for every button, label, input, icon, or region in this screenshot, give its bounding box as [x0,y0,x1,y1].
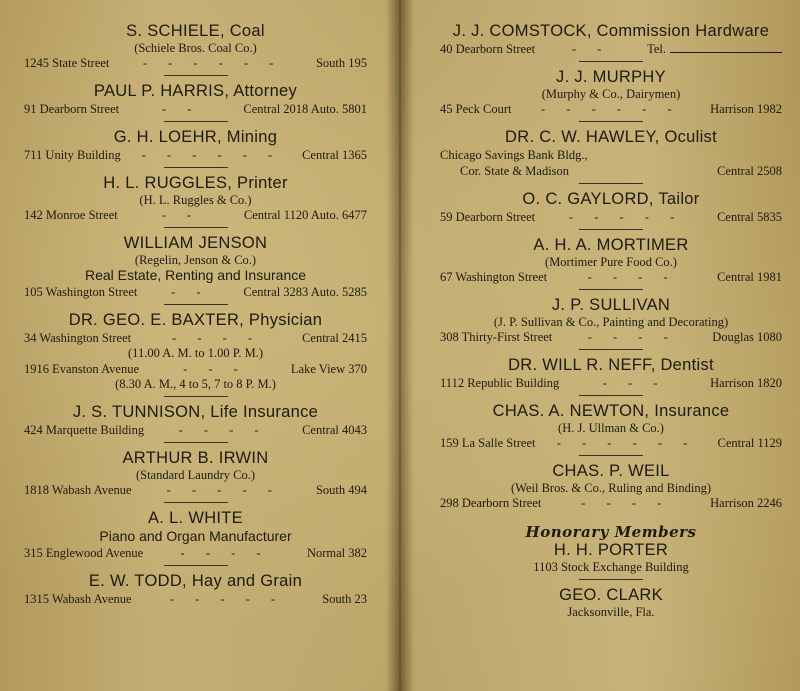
divider [579,455,643,456]
entry-company: (Regelin, Jenson & Co.) [134,253,257,267]
divider [164,442,228,443]
entry-name: CHAS. P. WEIL [552,462,670,480]
entry-company: (Mortimer Pure Food Co.) [545,255,677,269]
directory-entry [24,82,367,117]
entry-address-row [440,163,782,179]
directory-entry [440,68,782,117]
divider [579,289,643,290]
entry-address-row [440,209,782,225]
entry-address-row [440,375,782,391]
entry-company: (J. P. Sullivan & Co., Painting and Decorating) [493,315,729,329]
entry-name: CHAS. A. NEWTON, Insurance [492,402,730,420]
entry-address-row [440,101,782,117]
entry-company: (Murphy & Co., Dairymen) [541,87,681,101]
entry-dashes: - - [571,42,611,56]
directory-entry [24,449,367,498]
entry-name: PAUL P. HARRIS, Attorney [93,82,298,100]
entry-company: (H. L. Ruggles & Co.) [139,193,252,207]
divider [579,349,643,350]
entry-dashes: - - - - [587,270,677,284]
entry-name: DR. GEO. E. BAXTER, Physician [68,311,323,329]
left-page [24,22,367,607]
entry-name: H. L. RUGGLES, Printer [103,174,288,192]
member-address: 1103 Stock Exchange Building [533,560,689,574]
entry-address: 1112 Republic Building [440,376,560,390]
divider [164,502,228,503]
entry-phone: South 23 [322,592,367,606]
directory-entry [24,311,367,392]
directory-entry [24,572,367,607]
entry-address-row [440,495,782,511]
entry-name: A. H. A. MORTIMER [533,236,689,254]
entry-phone: Normal 382 [306,546,367,560]
entry-address-row [440,41,782,57]
entry-address: 1245 State Street [24,56,110,70]
divider [579,61,643,62]
entry-address: 1818 Wabash Avenue [24,483,132,497]
entry-dashes: - - - - - - [556,436,697,450]
book-gutter [388,0,412,691]
entry-address: 1315 Wabash Avenue [24,592,132,606]
entry-hours: (8.30 A. M., 4 to 5, 7 to 8 P. M.) [115,377,276,391]
entry-address-row [24,55,367,71]
entry-address-row [24,284,367,300]
directory-entry [440,296,782,345]
entry-address: 105 Washington Street [24,285,138,299]
entry-address: Cor. State & Madison [460,164,570,178]
entry-dashes: - - [171,285,210,299]
entry-name: J. J. COMSTOCK, Commission Hardware [452,22,770,40]
entry-address-row [24,101,367,117]
entry-phone: Central 2018 Auto. 5801 [243,102,367,116]
entry-phone: Central 2415 [302,331,367,345]
entry-dashes: - - - - [178,423,268,437]
divider [579,121,643,122]
directory-entry [440,236,782,285]
entry-address-row [440,329,782,345]
directory-entry [24,174,367,223]
entry-name: E. W. TODD, Hay and Grain [88,572,303,590]
directory-entry [24,128,367,163]
entry-address: 67 Washington Street [440,270,548,284]
entry-name: O. C. GAYLORD, Tailor [522,190,700,208]
entry-name: A. L. WHITE [148,509,243,527]
entry-phone: Central 1981 [717,270,782,284]
entry-address-row [24,482,367,498]
entry-phone: Harrison 1820 [710,376,782,390]
divider [164,304,228,305]
entry-dashes: - - - - [587,330,677,344]
entry-phone: Central 2508 [717,164,782,178]
entry-phone: South 494 [315,483,367,497]
entry-name: DR. C. W. HAWLEY, Oculist [505,128,717,146]
entry-name: S. SCHIELE, Coal [126,22,265,40]
entry-phone: Tel. [647,42,667,56]
entry-name: WILLIAM JENSON [123,234,268,252]
member-address: Jacksonville, Fla. [567,605,655,619]
entry-dashes: - - - - - - [142,56,283,70]
right-page [440,22,782,620]
entry-address: 1916 Evanston Avenue [24,362,140,376]
right-page-entries [440,22,782,511]
entry-company: (H. J. Ullman & Co.) [558,421,664,435]
directory-entry [24,403,367,438]
entry-address-row [24,207,367,223]
honorary-member [440,541,782,575]
divider [164,167,228,168]
entry-address: 424 Marquette Building [24,423,145,437]
divider [164,396,228,397]
entry-address: 91 Dearborn Street [24,102,120,116]
entry-address: 40 Dearborn Street [440,42,536,56]
entry-dashes: - - - - - [568,210,684,224]
entry-address-row [440,269,782,285]
entry-dashes: - - - - [581,496,671,510]
directory-entry [24,22,367,71]
entry-address-row [24,591,367,607]
directory-entry [440,190,782,225]
entry-phone: Douglas 1080 [712,330,782,344]
entry-name: J. P. SULLIVAN [551,296,671,314]
entry-address-row [24,545,367,561]
entry-company: (Standard Laundry Co.) [135,468,256,482]
entry-address: 59 Dearborn Street [440,210,536,224]
entry-phone: Central 3283 Auto. 5285 [243,285,367,299]
divider [164,227,228,228]
entry-name: DR. WILL R. NEFF, Dentist [508,356,714,374]
entry-business: Piano and Organ Manufacturer [99,528,292,544]
divider [579,579,643,580]
entry-phone: Harrison 1982 [710,102,782,116]
member-name: GEO. CLARK [559,586,663,604]
entry-business: Real Estate, Renting and Insurance [84,267,307,283]
directory-entry [440,402,782,451]
entry-address-row [24,330,367,346]
divider [164,75,228,76]
entry-name: J. S. TUNNISON, Life Insurance [72,403,319,421]
entry-address: 34 Washington Street [24,331,132,345]
entry-address: 711 Unity Building [24,148,121,162]
entry-phone: Central 5835 [717,210,782,224]
entry-address: 298 Dearborn Street [440,496,542,510]
entry-address: Chicago Savings Bank Bldg., [440,148,588,162]
entry-dashes: - - - [602,376,667,390]
directory-entry [24,234,367,300]
entry-address: 142 Monroe Street [24,208,118,222]
entry-name: ARTHUR B. IRWIN [122,449,269,467]
directory-entry [440,128,782,179]
entry-phone: Harrison 2246 [710,496,782,510]
entry-address: 159 La Salle Street [440,436,536,450]
entry-address-row [24,422,367,438]
entry-address-row [24,147,367,163]
honorary-member [440,586,782,620]
entry-dashes: - - [161,208,201,222]
entry-phone: Central 1120 Auto. 6477 [243,208,367,222]
entry-name: G. H. LOEHR, Mining [113,128,278,146]
entry-phone: Lake View 370 [290,362,367,376]
member-name: H. H. PORTER [553,541,669,559]
entry-phone: South 195 [315,56,367,70]
entry-hours: (11.00 A. M. to 1.00 P. M.) [128,346,263,360]
entry-dashes: - - - - - - [141,148,282,162]
entry-dashes: - - - - - [169,592,285,606]
directory-entry [440,462,782,511]
entry-address-row [440,435,782,451]
entry-dashes: - - - - - - [541,102,681,116]
entry-name: J. J. MURPHY [556,68,666,86]
entry-dashes: - - - - [172,331,262,345]
divider [579,395,643,396]
divider [579,229,643,230]
entry-address-row [24,361,367,377]
entry-phone: Central 1129 [717,436,782,450]
entry-address: 308 Thirty-First Street [440,330,553,344]
entry-address: 315 Englewood Avenue [24,546,144,560]
directory-entry [24,509,367,561]
entry-company: (Schiele Bros. Coal Co.) [134,41,257,55]
entry-dashes: - - - - - [166,483,281,497]
divider [164,565,228,566]
directory-entry [440,22,782,57]
directory-entry [440,356,782,391]
entry-phone: Central 1365 [302,148,367,162]
entry-dashes: - - [162,102,201,116]
divider [579,183,643,184]
entry-dashes: - - - - [180,546,270,560]
honorary-members-heading: Honorary Members [525,523,697,541]
divider [164,121,228,122]
entry-address-row [440,147,782,163]
entry-dashes: - - - [183,362,247,376]
entry-company: (Weil Bros. & Co., Ruling and Binding) [510,481,712,495]
telephone-blank-line [670,42,782,53]
entry-address: 45 Peck Court [440,102,512,116]
entry-phone: Central 4043 [302,423,367,437]
